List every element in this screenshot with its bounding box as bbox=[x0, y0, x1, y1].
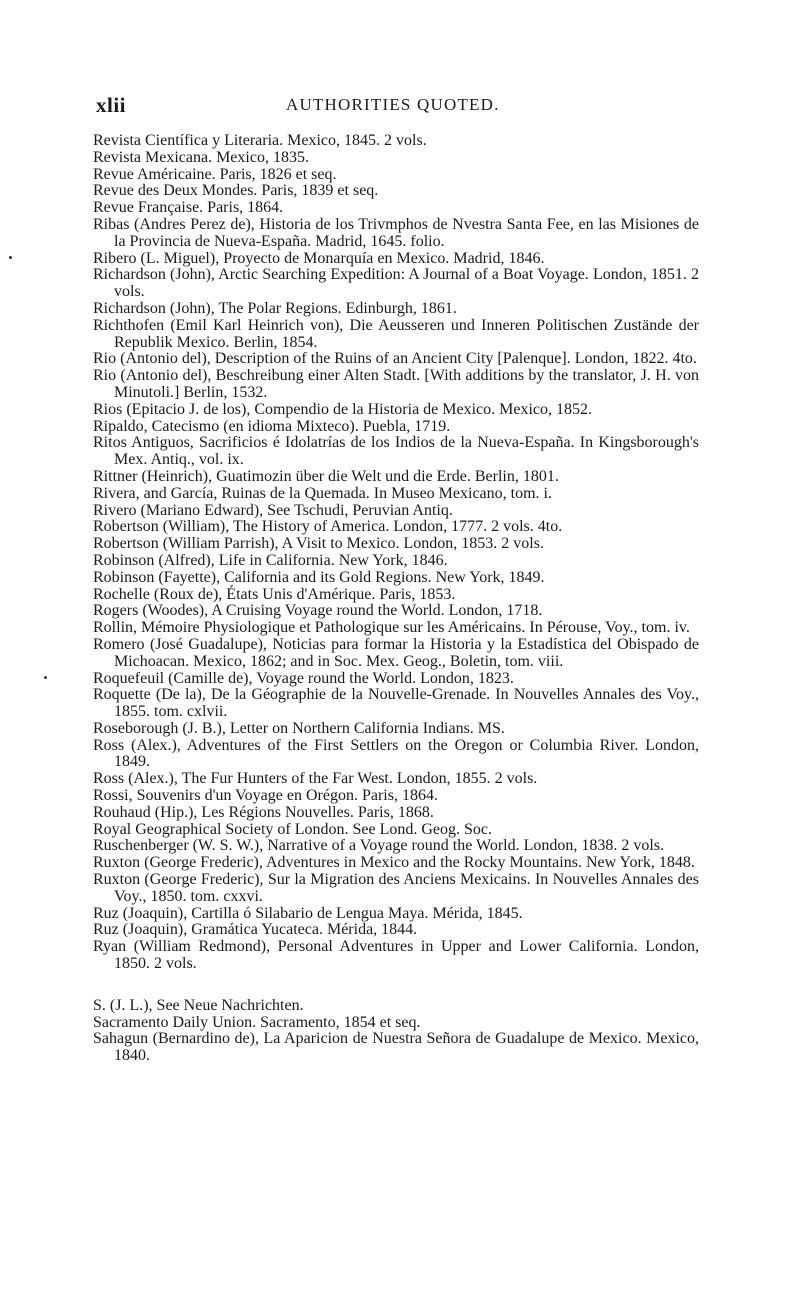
bibliography-entry: Ribero (L. Miguel), Proyecto de Monarquía en Mexico. Madrid, 1846. bbox=[93, 249, 545, 267]
bibliography-entry: Royal Geographical Society of London. See Lond. Geog. Soc. bbox=[93, 820, 493, 838]
page-header bbox=[96, 93, 716, 115]
bibliography-entry: Roquefeuil (Camille de), Voyage round the World. London, 1823. bbox=[93, 669, 514, 687]
bibliography-entry: Robinson (Alfred), Life in California. New York, 1846. bbox=[93, 551, 448, 569]
bibliography-entry: Roseborough (J. B.), Letter on Northern California Indians. MS. bbox=[93, 719, 505, 737]
bibliography-entry: Ribas (Andres Perez de), Historia de los Trivmphos de Nvestra Santa Fee, en las Misiones de la Provincia de Nueva-España. Madrid, 1645. folio. bbox=[93, 215, 699, 250]
bibliography-entry: Revista Mexicana. Mexico, 1835. bbox=[93, 148, 309, 166]
bibliography-entry: Revue Française. Paris, 1864. bbox=[93, 199, 284, 217]
bibliography-entry: Ryan (William Redmond), Personal Adventures in Upper and Lower California. London, 1850. 2 vols. bbox=[93, 938, 699, 973]
entries-r-group bbox=[93, 133, 699, 973]
bibliography-entry: Sahagun (Bernardino de), La Aparicion de Nuestra Señora de Guadalupe de Mexico. Mexico, 1840. bbox=[93, 1030, 699, 1065]
bibliography-entry: Ross (Alex.), Adventures of the First Settlers on the Oregon or Columbia River. London, 1849. bbox=[93, 736, 699, 771]
bibliography-entry: Rollin, Mémoire Physiologique et Pathologique sur les Américains. In Pérouse, Voy., tom. iv. bbox=[93, 619, 690, 637]
bibliography-entry: Rochelle (Roux de), États Unis d'Amérique. Paris, 1853. bbox=[93, 585, 456, 603]
margin-speck bbox=[9, 256, 12, 259]
bibliography-list bbox=[93, 133, 699, 1065]
bibliography-entry: Rio (Antonio del), Description of the Ruins of an Ancient City [Palenque]. London, 1822. 4to. bbox=[93, 350, 697, 368]
margin-speck bbox=[44, 676, 47, 679]
section-gap bbox=[93, 973, 699, 998]
bibliography-entry: Sacramento Daily Union. Sacramento, 1854 et seq. bbox=[93, 1013, 421, 1031]
bibliography-entry: Rivero (Mariano Edward), See Tschudi, Peruvian Antiq. bbox=[93, 501, 453, 519]
bibliography-entry: Revue des Deux Mondes. Paris, 1839 et seq. bbox=[93, 182, 379, 200]
bibliography-entry: Robertson (William Parrish), A Visit to Mexico. London, 1853. 2 vols. bbox=[93, 535, 544, 553]
entries-s-group bbox=[93, 998, 699, 1065]
bibliography-entry: Ruxton (George Frederic), Adventures in Mexico and the Rocky Mountains. New York, 1848. bbox=[93, 854, 695, 872]
bibliography-entry: Rossi, Souvenirs d'un Voyage en Orégon. Paris, 1864. bbox=[93, 787, 438, 805]
page-number: xlii bbox=[96, 93, 127, 117]
bibliography-entry: Richardson (John), The Polar Regions. Edinburgh, 1861. bbox=[93, 299, 457, 317]
bibliography-entry: Robertson (William), The History of America. London, 1777. 2 vols. 4to. bbox=[93, 518, 563, 536]
bibliography-entry: Rogers (Woodes), A Cruising Voyage round the World. London, 1718. bbox=[93, 602, 543, 620]
bibliography-entry: Ripaldo, Catecismo (en idioma Mixteco). Puebla, 1719. bbox=[93, 417, 451, 435]
running-head: AUTHORITIES QUOTED. bbox=[286, 95, 500, 114]
bibliography-entry: Robinson (Fayette), California and its Gold Regions. New York, 1849. bbox=[93, 568, 545, 586]
bibliography-entry: Rios (Epitacio J. de los), Compendio de la Historia de Mexico. Mexico, 1852. bbox=[93, 400, 593, 418]
bibliography-entry: S. (J. L.), See Neue Nachrichten. bbox=[93, 996, 304, 1014]
bibliography-entry: Rivera, and García, Ruinas de la Quemada. In Museo Mexicano, tom. i. bbox=[93, 484, 552, 502]
bibliography-entry: Romero (José Guadalupe), Noticias para formar la Historia y la Estadística del Obispado de Michoacan. Mexico, 1862; and in Soc. Mex. Geog., Boletin, tom. viii. bbox=[93, 635, 699, 670]
bibliography-entry: Ruz (Joaquin), Gramática Yucateca. Mérida, 1844. bbox=[93, 921, 418, 939]
bibliography-entry: Ritos Antiguos, Sacrificios é Idolatrías de los Indios de la Nueva-España. In Kingsborough's Mex. Antiq., vol. ix. bbox=[93, 434, 699, 469]
bibliography-entry: Ruz (Joaquin), Cartilla ó Silabario de Lengua Maya. Mérida, 1845. bbox=[93, 904, 523, 922]
bibliography-entry: Rouhaud (Hip.), Les Régions Nouvelles. Paris, 1868. bbox=[93, 803, 434, 821]
bibliography-entry: Rio (Antonio del), Beschreibung einer Alten Stadt. [With additions by the translator, J. H. von Minutoli.] Berlin, 1532. bbox=[93, 367, 699, 401]
bibliography-entry: Revue Américaine. Paris, 1826 et seq. bbox=[93, 165, 337, 183]
bibliography-entry: Ruxton (George Frederic), Sur la Migration des Anciens Mexicains. In Nouvelles Annales des Voy., 1850. tom. cxxvi. bbox=[93, 871, 699, 905]
bibliography-entry: Richardson (John), Arctic Searching Expedition: A Journal of a Boat Voyage. London, 1851. 2 vols. bbox=[93, 266, 699, 301]
bibliography-entry: Ruschenberger (W. S. W.), Narrative of a Voyage round the World. London, 1838. 2 vols. bbox=[93, 837, 665, 855]
bibliography-entry: Richthofen (Emil Karl Heinrich von), Die Aeusseren und Inneren Politischen Zustände der Republik Mexico. Berlin, 1854. bbox=[93, 316, 699, 351]
bibliography-entry: Roquette (De la), De la Géographie de la Nouvelle-Grenade. In Nouvelles Annales des Voy., 1855. tom. cxlvii. bbox=[93, 686, 699, 721]
bibliography-entry: Revista Científica y Literaria. Mexico, 1845. 2 vols. bbox=[93, 132, 427, 149]
bibliography-entry: Ross (Alex.), The Fur Hunters of the Far West. London, 1855. 2 vols. bbox=[93, 770, 538, 788]
bibliography-entry: Rittner (Heinrich), Guatimozin über die Welt und die Erde. Berlin, 1801. bbox=[93, 467, 559, 485]
